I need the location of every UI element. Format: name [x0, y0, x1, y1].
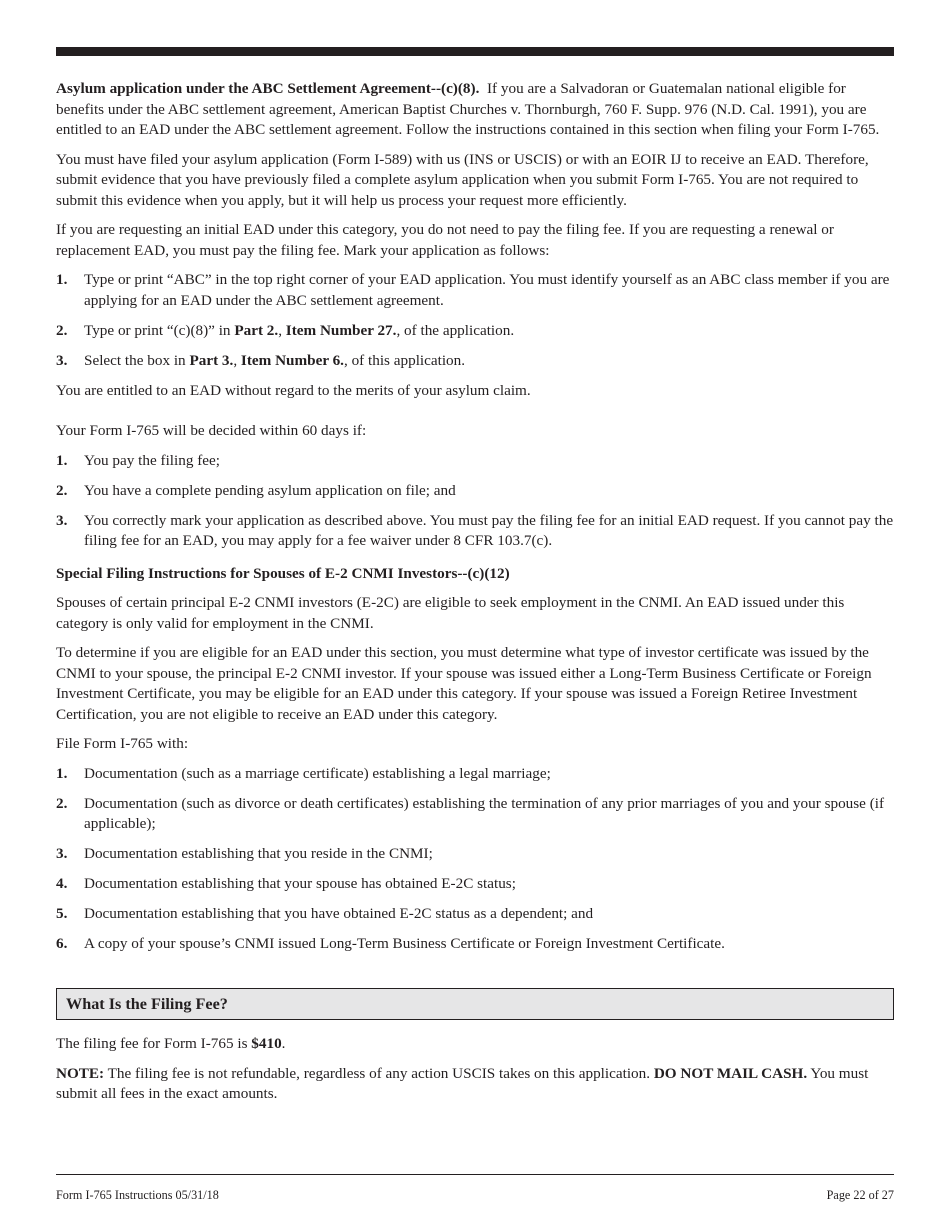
- cnmi-paragraph-2: To determine if you are eligible for an EAD under this section, you must determine what type of investor certificate was issued by the CNMI to your spouse, the principal E-2 CNMI investor. If your spouse was issued either a Long-Term Business Certificate or Foreign Investment Certificate, you may be eligible for an EAD under this category. If your spouse was issued a Foreign Retiree Investment Certification, you are not eligible to receive an EAD under this category.: [56, 644, 872, 723]
- list-item: 2. Type or print “(c)(8)” in Part 2., Item Number 27., of the application.: [56, 321, 515, 339]
- abc-entitlement-paragraph: You are entitled to an EAD without regard to the merits of your asylum claim.: [56, 381, 531, 399]
- filing-fee-section-heading: What Is the Filing Fee?: [56, 988, 894, 1021]
- abc-evidence-paragraph: You must have filed your asylum application (Form I-589) with us (INS or USCIS) or with an EOIR IJ to receive an EAD. Therefore, submit evidence that you have previously filed a complete asylum application when you submit Form I-765. You are not required to submit this evidence when you apply, but it will help us process your request more efficiently.: [56, 150, 869, 209]
- abc-intro-paragraph: Asylum application under the ABC Settlement Agreement--(c)(8). If you are a Salvadoran or Guatemalan national eligible for benefits under the ABC settlement agreement, American Baptist Churches v. Thornburgh, 760 F. Supp. 976 (N.D. Cal. 1991), you are entitled to an EAD under the ABC settlement agreement. Follow the instructions contained in this section when filing your Form I-765.: [56, 80, 880, 138]
- abc-conditions-list: [56, 451, 894, 552]
- cnmi-heading: Special Filing Instructions for Spouses of E-2 CNMI Investors--(c)(12): [56, 564, 510, 582]
- cnmi-paragraph-3: File Form I-765 with:: [56, 735, 189, 752]
- list-item: 6. A copy of your spouse’s CNMI issued Long-Term Business Certificate or Foreign Investment Certificate.: [56, 935, 725, 952]
- abc-heading: Asylum application under the ABC Settlement Agreement--(c)(8).: [56, 80, 480, 97]
- page-footer: [56, 1174, 894, 1202]
- list-item: 2. Documentation (such as divorce or death certificates) establishing the termination of any prior marriages of you and your spouse (if applicable);: [56, 794, 885, 832]
- footer-page-number: Page 22 of 27: [826, 1188, 894, 1202]
- footer-form-name: Form I-765 Instructions 05/31/18: [56, 1188, 219, 1202]
- abc-decision-paragraph: Your Form I-765 will be decided within 60 days if:: [56, 422, 367, 439]
- list-item: 4. Documentation establishing that your spouse has obtained E-2C status;: [56, 875, 516, 892]
- filing-fee-note: NOTE: The filing fee is not refundable, regardless of any action USCIS takes on this application. DO NOT MAIL CASH. You must submit all fees in the exact amounts.: [56, 1064, 869, 1102]
- list-item: 1. Documentation (such as a marriage certificate) establishing a legal marriage;: [56, 764, 551, 782]
- list-item: 1. Type or print “ABC” in the top right corner of your EAD application. You must identify yourself as an ABC class member if you are applying for an EAD under the ABC settlement agreement.: [56, 271, 890, 309]
- header-rule: [56, 47, 894, 56]
- list-item: 3. Select the box in Part 3., Item Number 6., of this application.: [56, 351, 466, 369]
- list-item: 5. Documentation establishing that you have obtained E-2C status as a dependent; and: [56, 905, 594, 922]
- filing-fee-amount: $410: [251, 1035, 282, 1052]
- list-item: 1. You pay the filing fee;: [56, 451, 220, 469]
- filing-fee-paragraph: The filing fee for Form I-765 is $410.: [56, 1035, 286, 1052]
- cnmi-paragraph-1: Spouses of certain principal E-2 CNMI investors (E-2C) are eligible to seek employment in the CNMI. An EAD issued under this category is only valid for employment in the CNMI.: [56, 594, 845, 632]
- abc-fee-paragraph: If you are requesting an initial EAD under this category, you do not need to pay the filing fee. If you are requesting a renewal or replacement EAD, you must pay the filing fee. Mark your application as follows:: [56, 221, 834, 259]
- list-item: 3. Documentation establishing that you reside in the CNMI;: [56, 845, 433, 862]
- list-item: 2. You have a complete pending asylum application on file; and: [56, 481, 456, 499]
- cnmi-documents-list: [56, 764, 894, 955]
- abc-marking-list: [56, 270, 894, 371]
- list-item: 3. You correctly mark your application as described above. You must pay the filing fee for an initial EAD request. If you cannot pay the filing fee for an EAD, you may apply for a fee waiver under 8 CFR 103.7(c).: [56, 511, 894, 549]
- document-body: [56, 79, 894, 1114]
